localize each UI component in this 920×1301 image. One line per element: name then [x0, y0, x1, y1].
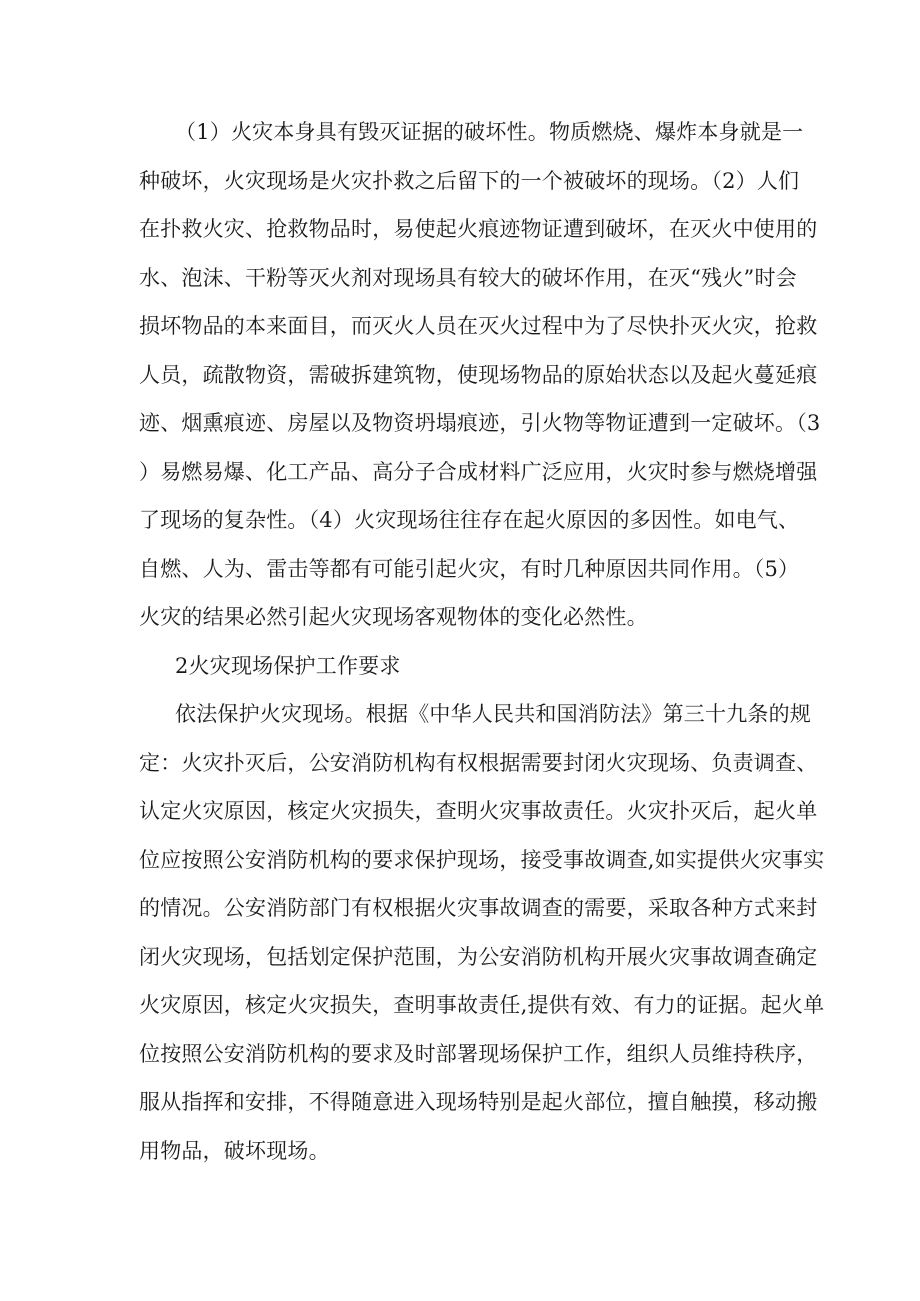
section-heading: 2火灾现场保护工作要求: [175, 654, 401, 678]
paragraph-1-line-11: 火灾的结果必然引起火灾现场客观物体的变化必然性。: [139, 605, 648, 629]
paragraph-1-line-2: 种破坏，火灾现场是火灾扑救之后留下的一个被破坏的现场。（2）人们: [139, 169, 800, 193]
paragraph-2-line-8: 位按照公安消防机构的要求及时部署现场保护工作，组织人员维持秩序，: [139, 1042, 818, 1066]
paragraph-2-line-2: 定：火灾扑灭后，公安消防机构有权根据需要封闭火灾现场、负责调查、: [139, 751, 818, 775]
paragraph-1-line-10: 自燃、人为、雷击等都有可能引起火灾，有时几种原因共同作用。（5）: [139, 557, 800, 581]
paragraph-1-line-5: 损坏物品的本来面目，而灭火人员在灭火过程中为了尽快扑灭火灾，抢救: [139, 314, 818, 338]
paragraph-1-line-4: 水、泡沫、干粉等灭火剂对现场具有较大的破坏作用，在灭“残火”时会: [139, 266, 797, 290]
paragraph-2-line-6: 闭火灾现场，包括划定保护范围，为公安消防机构开展火灾事故调查确定: [139, 945, 818, 969]
paragraph-1-line-1: （1）火灾本身具有毁灭证据的破坏性。物质燃烧、爆炸本身就是一: [175, 120, 804, 144]
paragraph-2-line-4: 位应按照公安消防机构的要求保护现场，接受事故调查,如实提供火灾事实: [139, 848, 825, 872]
paragraph-2-line-9: 服从指挥和安排，不得随意进入现场特别是起火部位，擅自触摸，移动搬: [139, 1090, 818, 1114]
paragraph-1-line-6: 人员，疏散物资，需破拆建筑物，使现场物品的原始状态以及起火蔓延痕: [139, 363, 818, 387]
paragraph-1-line-7: 迹、烟熏痕迹、房屋以及物资坍塌痕迹，引火物等物证遭到一定破坏。（3: [139, 411, 821, 435]
paragraph-2-line-1: 依法保护火灾现场。根据《中华人民共和国消防法》第三十九条的规: [175, 702, 811, 726]
paragraph-2-line-5: 的情况。公安消防部门有权根据火灾事故调查的需要，采取各种方式来封: [139, 896, 818, 920]
paragraph-2-line-3: 认定火灾原因，核定火灾损失，查明火灾事故责任。火灾扑灭后，起火单: [139, 799, 818, 823]
paragraph-1-line-8: ）易燃易爆、化工产品、高分子合成材料广泛应用，火灾时参与燃烧增强: [139, 460, 818, 484]
paragraph-1-line-9: 了现场的复杂性。（4）火灾现场往往存在起火原因的多因性。如电气、: [139, 508, 800, 532]
paragraph-1-line-3: 在扑救火灾、抢救物品时，易使起火痕迹物证遭到破坏，在灭火中使用的: [139, 217, 818, 241]
paragraph-2-line-10: 用物品，破坏现场。: [139, 1139, 330, 1163]
paragraph-2-line-7: 火灾原因，核定火灾损失，查明事故责任,提供有效、有力的证据。起火单: [139, 993, 825, 1017]
